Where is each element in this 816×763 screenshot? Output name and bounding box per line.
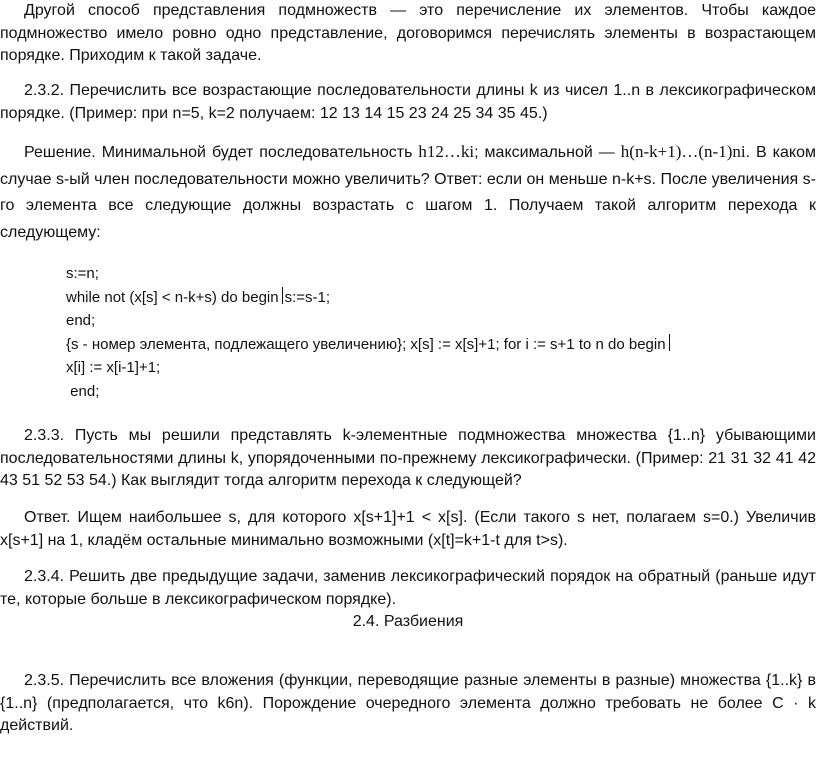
code-line-5: x[i] := x[i-1]+1; — [66, 359, 161, 377]
code-line-4 — [66, 333, 672, 357]
code-line-4-text: {s - номер элемента, подлежащего увеличению}; x[s] := x[s]+1; for i := s+1 to n do begin — [66, 335, 666, 353]
solution-text-b: ; максимальной — — [474, 144, 621, 161]
code-line-6: end; — [66, 382, 100, 400]
code-line-1: s:=n; — [66, 265, 99, 282]
cursor-bar-icon — [669, 334, 670, 351]
min-sequence-formula: h12…ki — [418, 142, 475, 161]
code-line-2-while: while not (x[s] < n-k+s) do begin — [66, 288, 279, 306]
algorithm-code-block — [66, 262, 672, 404]
code-line-3: end; — [66, 312, 96, 330]
task-2-3-2-paragraph: 2.3.2. Перечислить все возрастающие последовательности длины k из чисел 1..n в лексикографическом порядке. (Пример: при n=5, k=2 получаем: 12 13 14 15 23 24 25 34 35 45.) — [0, 82, 816, 122]
task-2-3-3-paragraph: 2.3.3. Пусть мы решили представлять k-элементные подмножества множества {1..n} убывающими последовательностями длины k, упорядоченными по-прежнему лексикографически. (Пример: 21 31 32 41 42 43 51 52 53 54.) Как выглядит тогда алгоритм перехода к следующей? — [0, 427, 816, 489]
task-2-3-4-paragraph: 2.3.4. Решить две предыдущие задачи, заменив лексикографический порядок на обратный (раньше идут те, которые больше в лексикографическом порядке). — [0, 568, 816, 608]
intro-paragraph: Другой способ представления подмножеств — это перечисление их элементов. Чтобы каждое подмножество имело ровно одно представление, договоримся перечислять элементы в возрастающем порядке. Приходим к такой задаче. — [0, 2, 816, 64]
cursor-bar-icon — [282, 287, 283, 304]
solution-text-c: . В каком случае s-ый член последовательности можно увеличить? Ответ: если он меньше n-k+s. После увеличения s-го элемента все следующие должны возрастать с шагом 1. Получаем такой алгоритм перехода к следующему: — [0, 144, 816, 241]
code-line-2 — [66, 286, 672, 310]
answer-2-3-3-paragraph: Ответ. Ищем наибольшее s, для которого x[s+1]+1 < x[s]. (Если такого s нет, полагаем s=0.) Увеличив x[s+1] на 1, кладём остальные минимально возможными (x[t]=k+1-t для t>s). — [0, 509, 816, 549]
section-heading-2-4: 2.4. Разбиения — [352, 613, 464, 630]
solution-text-a: Решение. Минимальной будет последовательность — [24, 144, 419, 161]
task-2-3-5-paragraph: 2.3.5. Перечислить все вложения (функции, переводящие разные элементы в разные) множества {1..k} в {1..n} (предполагается, что k6n). Порождение очередного элемента должно требовать не более C · k действий. — [0, 672, 816, 734]
code-line-2-decrement: s:=s-1; — [284, 288, 331, 306]
max-sequence-formula: h(n-k+1)…(n-1)ni — [620, 142, 746, 161]
solution-paragraph — [0, 139, 816, 246]
